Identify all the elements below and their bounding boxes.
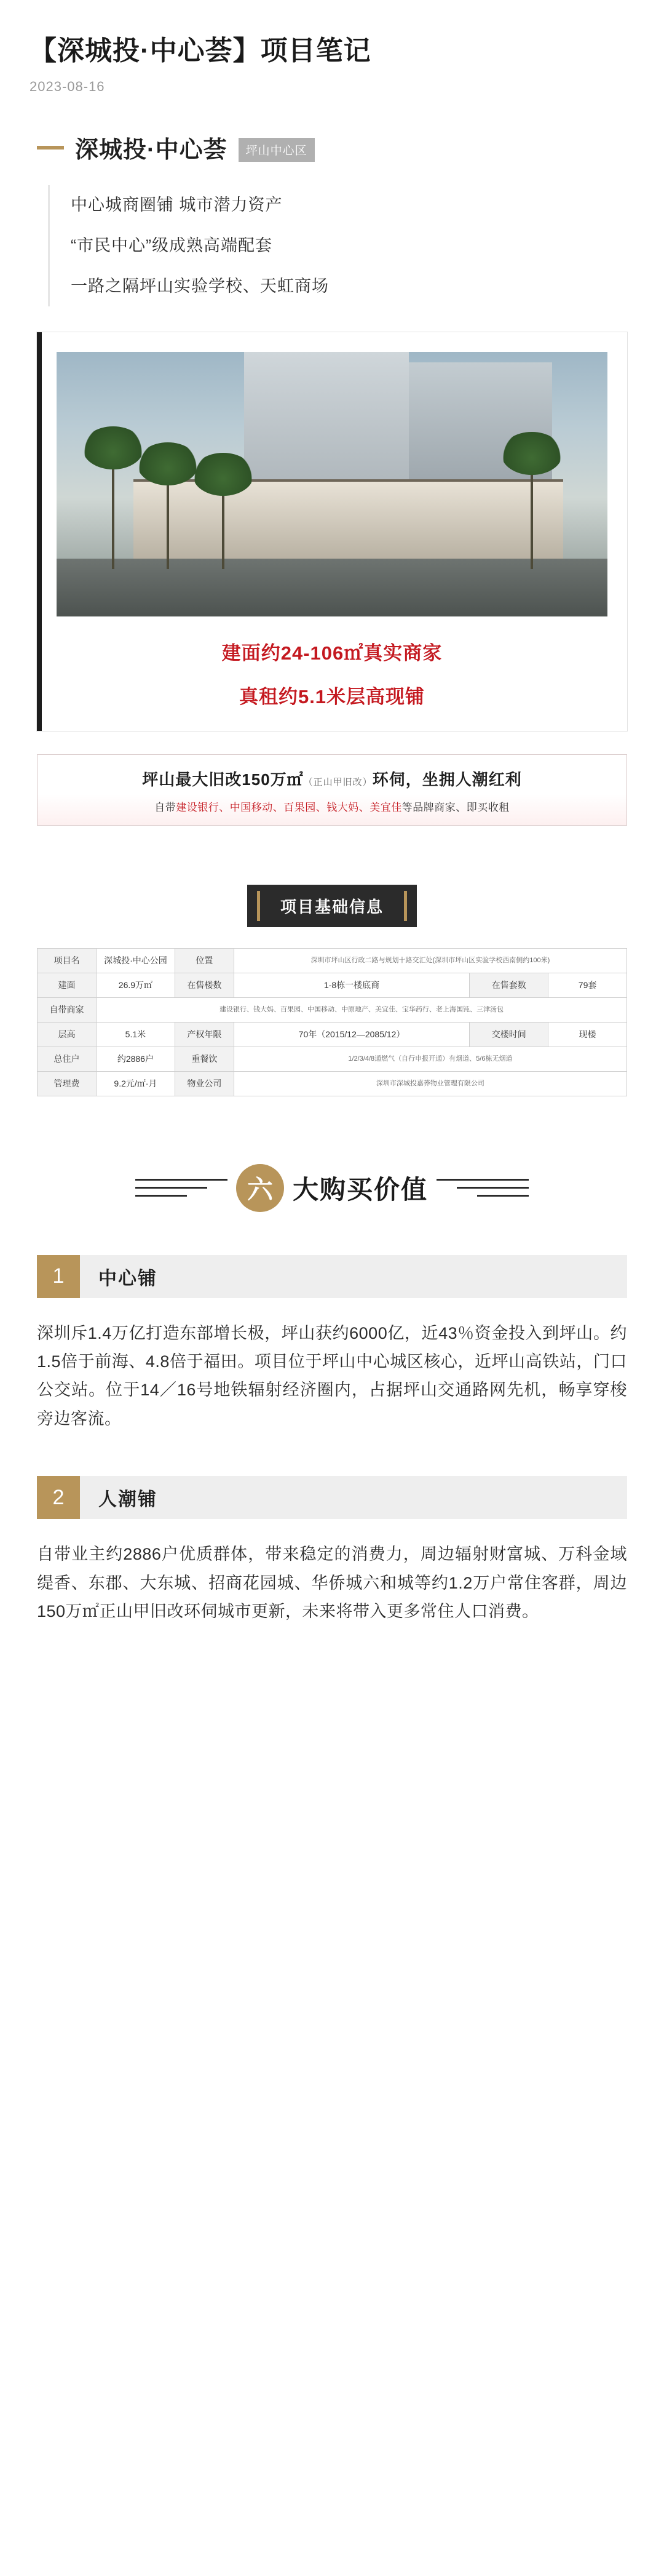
podium-shape (133, 479, 563, 559)
section-title-ribbon: 项目基础信息 (247, 885, 417, 927)
table-row (38, 1047, 627, 1071)
table-key-cell: 在售楼数 (175, 973, 234, 998)
banner-brand-text: 建设银行、中国移动、百果园、钱大妈、美宜佳 (176, 802, 402, 814)
basic-info-table-wrap (37, 948, 627, 1096)
decor-lines-right (437, 1179, 529, 1197)
table-key-cell: 产权年限 (175, 1022, 234, 1047)
table-value-cell: 70年（2015/12—2085/12） (234, 1022, 469, 1047)
value-item (37, 1476, 627, 1625)
project-highlights (48, 185, 627, 306)
palm-tree-icon (531, 453, 533, 569)
table-key-cell: 项目名 (38, 949, 97, 973)
render-image-card (37, 332, 627, 731)
value-item-header (37, 1476, 627, 1519)
value-item-number: 1 (37, 1255, 80, 1298)
value-item (37, 1255, 627, 1434)
image-caption-secondary: 真租约5.1米层高现铺 (239, 686, 425, 708)
highlight-line: “市民中心”级成熟高端配套 (71, 236, 272, 255)
table-key-cell: 自带商家 (38, 998, 97, 1023)
table-row (38, 998, 627, 1023)
banner-note-text: （正山甲旧改） (303, 777, 373, 788)
value-item-number: 2 (37, 1476, 80, 1519)
project-title-row (37, 130, 627, 164)
table-key-cell: 层高 (38, 1022, 97, 1047)
value-item-body: 深圳斥1.4万亿打造东部增长极，坪山获约6000亿，近43％资金投入到坪山。约1.5倍于前海、4.8倍于福田。项目位于坪山中心城区核心，近坪山高铁站，门口公交站。位于14／16号地铁辐射经济圈内，占据坪山交通路网先机，畅享穿梭旁边客流。 (37, 1323, 627, 1428)
building-shape (244, 352, 409, 490)
banner-suffix-text: 等品牌商家、即买收租 (401, 802, 510, 814)
project-intro-block (37, 130, 627, 306)
basic-info-section-header (0, 885, 664, 927)
value-item-title: 中心铺 (80, 1255, 627, 1298)
six-badge: 六 (236, 1164, 284, 1212)
highlight-line: 中心城商圈铺 城市潜力资产 (71, 196, 283, 214)
table-key-cell: 建面 (38, 973, 97, 998)
value-item-title: 人潮铺 (80, 1476, 627, 1519)
table-value-cell: 9.2元/㎡·月 (97, 1071, 175, 1096)
table-value-cell: 26.9万㎡ (97, 973, 175, 998)
banner-line-2 (49, 799, 615, 814)
article-header (0, 0, 664, 95)
redevelopment-banner (37, 754, 627, 826)
table-value-cell: 深圳市深城投嘉荞物业管理有限公司 (234, 1071, 626, 1096)
six-values-header (0, 1164, 664, 1212)
palm-tree-icon (112, 447, 114, 569)
table-key-cell: 物业公司 (175, 1071, 234, 1096)
table-body (38, 949, 627, 1096)
table-row (38, 973, 627, 998)
image-caption-primary: 建面约24-106㎡真实商家 (221, 642, 443, 664)
project-render-photo (57, 352, 607, 616)
project-district-tag: 坪山中心区 (239, 138, 315, 162)
dash-icon (37, 146, 64, 150)
table-key-cell: 在售套数 (470, 973, 548, 998)
page-title: 【深城投·中心荟】项目笔记 (30, 36, 371, 66)
table-key-cell: 重餐饮 (175, 1047, 234, 1071)
table-key-cell: 交楼时间 (470, 1022, 548, 1047)
highlight-line: 一路之隔坪山实验学校、天虹商场 (71, 276, 329, 295)
table-key-cell: 总住户 (38, 1047, 97, 1071)
table-key-cell: 位置 (175, 949, 234, 973)
banner-main-text: 坪山最大旧改150万㎡ (142, 770, 304, 789)
table-value-cell: 1/2/3/4/8通燃气（自行申报开通）有烟道、5/6栋无烟道 (234, 1047, 626, 1071)
value-item-body: 自带业主约2886户优质群体，带来稳定的消费力，周边辐射财富城、万科金域缇香、东郡、大东城、招商花园城、华侨城六和城等约1.2万户常住客群，周边150万㎡正山甲旧改环伺城市更新，未来将带入更多常住人口消费。 (37, 1545, 627, 1621)
table-value-cell: 1-8栋一楼底商 (234, 973, 469, 998)
banner-prefix-text: 自带 (154, 802, 176, 814)
banner-line-1 (49, 767, 615, 790)
palm-tree-icon (167, 463, 169, 569)
table-value-cell: 现楼 (548, 1022, 627, 1047)
publish-date: 2023-08-16 (30, 79, 105, 94)
table-value-cell: 建设银行、钱大妈、百果园、中国移动、中原地产、美宜佳、宝华药行、老上海国饨、三津汤包 (97, 998, 627, 1023)
table-row (38, 1022, 627, 1047)
six-values-title: 大购买价值 (292, 1174, 428, 1204)
basic-info-table (37, 948, 627, 1096)
table-value-cell: 约2886户 (97, 1047, 175, 1071)
road-shape (57, 559, 607, 617)
table-value-cell: 深城投·中心公园 (97, 949, 175, 973)
table-key-cell: 管理费 (38, 1071, 97, 1096)
palm-tree-icon (222, 474, 224, 569)
table-value-cell: 深圳市坪山区行政二路与规划十路交汇处(深圳市坪山区实验学校西南侧约100米) (234, 949, 626, 973)
banner-tail-text: 环伺，坐拥人潮红利 (372, 770, 522, 789)
decor-lines-left (135, 1179, 227, 1197)
project-name: 深城投·中心荟 (75, 137, 227, 163)
value-item-header (37, 1255, 627, 1298)
table-row (38, 1071, 627, 1096)
table-row (38, 949, 627, 973)
table-value-cell: 5.1米 (97, 1022, 175, 1047)
table-value-cell: 79套 (548, 973, 627, 998)
